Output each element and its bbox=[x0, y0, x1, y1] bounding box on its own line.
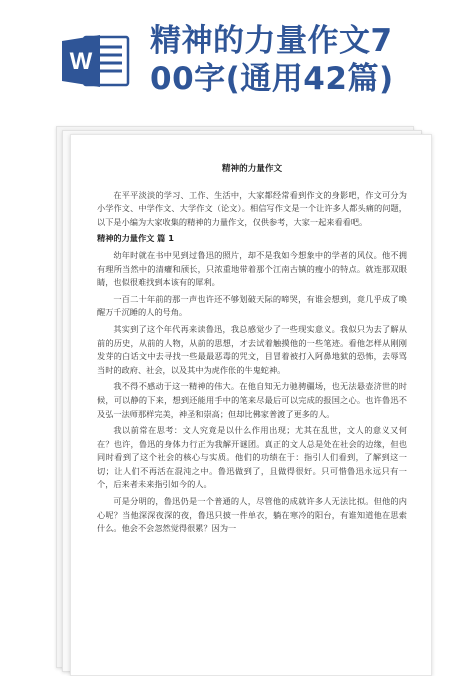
svg-text:W: W bbox=[69, 48, 93, 75]
body-paragraph: 一百二十年前的那一声也许还不够划破天际的啼哭，有谁会想到，竟几乎成了唤醒万千沉睡的人的号角。 bbox=[97, 293, 407, 318]
word-document-icon bbox=[60, 33, 132, 89]
title-line-1: 精神的力量作文7 bbox=[150, 23, 393, 59]
body-paragraph: 可是分明的，鲁迅仍是一个普通的人，尽管他的成就许多人无法比拟。但他的内心呢？当他深深夜深的夜，鲁迅只披一件单衣，躺在寒冷的阳台，有谁知道他在思索什么。他会不会忽然觉得很累？因为一 bbox=[97, 496, 407, 534]
body-paragraph: 我以前常在思考：文人究竟是以什么作用出现；尤其在乱世，文人的意义又何在？也许，鲁迅的身体力行正为我解开谜团。真正的文人总是处在社会的边缘，但也同时看到了这个社会的核心与实质。他们的功绩在于：指引人们看到，了解到这一切；让人们不再活在混沌之中。鲁迅做到了，且做得很好。只可惜鲁迅永远只有一个，后来者未来指引如今的人。 bbox=[97, 425, 407, 490]
intro-paragraph: 在平平淡淡的学习、工作、生活中，大家都经常看到作文的身影吧，作文可分为小学作文、中学作文、大学作文（论文）。相信写作文是一个让许多人都头痛的问题，以下是小编为大家收集的精神的力量作文，仅供参考，大家一起来看看吧。 bbox=[97, 189, 407, 227]
document-title: 精神的力量作文 bbox=[221, 164, 283, 174]
body-paragraph: 其实到了这个年代再来读鲁迅，我总感觉少了一些现实意义。我似只为去了解从前的历史，从前的人物，从前的思想，才去试着触摸他的一些笔迹。看他怎样从刚刚发芽的白话文中去寻找一些最最恶毒的咒文，目冒着被打入阿鼻地狱的恐怖，去辱骂当时的政府、社会，以及其中为虎作伥的牛鬼蛇神。 bbox=[97, 323, 407, 375]
page-title bbox=[150, 22, 460, 98]
title-line-2: 00字(通用42篇) bbox=[150, 61, 394, 97]
document-preview bbox=[52, 122, 434, 669]
document-page bbox=[70, 134, 432, 676]
body-paragraph: 幼年时就在书中见到过鲁迅的照片，却不是我如今想象中的学者的风仪。他不拥有理所当然中的清癯和颀长，只浓重地带着那个江南古镇的瘦小的特点。就连那双眼睛，也似很难找到本该有的犀利。 bbox=[97, 249, 407, 288]
document-body bbox=[97, 163, 407, 539]
body-paragraph: 我不得不感动于这一精神的伟大。在他自知无力驰骋疆场，也无法悬壶济世的时候，可以静的下来，想到还能用手中的笔来尽最后可以完成的报国之心。也许鲁迅不及弘一法师那样完美，神圣和崇高；但却比佛家普渡了更多的人。 bbox=[97, 381, 407, 419]
header-band bbox=[0, 0, 474, 112]
section-heading: 精神的力量作文 篇 1 bbox=[97, 233, 174, 244]
